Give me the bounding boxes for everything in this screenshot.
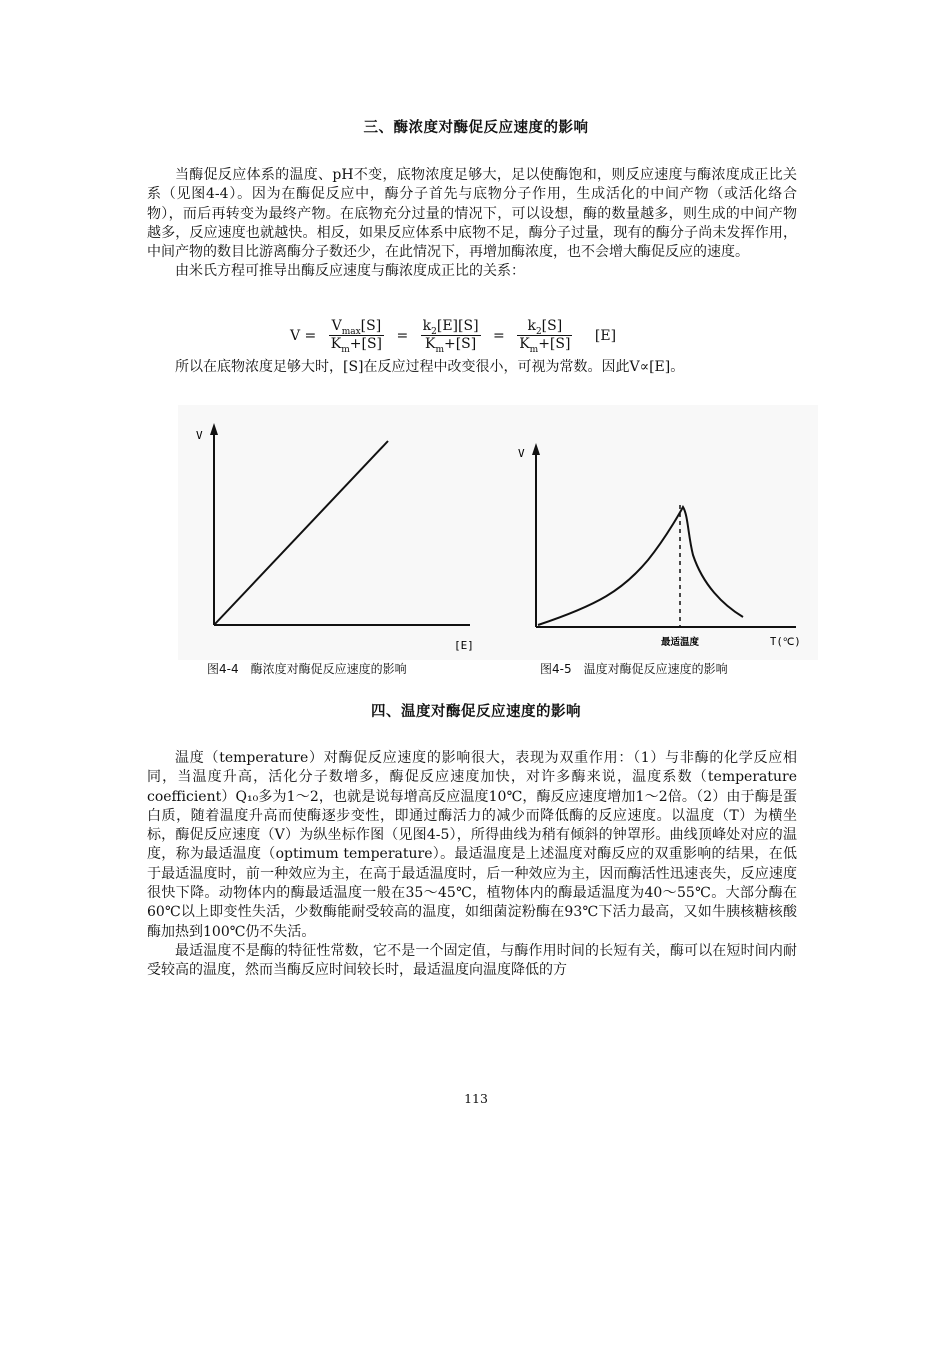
- fig44-ylabel: V: [196, 429, 203, 442]
- section3-paragraph-3: 所以在底物浓度足够大时，[S]在反应过程中改变很小，可视为常数。因此V∝[E]。: [175, 359, 685, 375]
- section4-paragraph-1: 温度（temperature）对酶促反应速度的影响很大，表现为双重作用：（1）与非酶的化学反应相同，当温度升高，活化分子数增多，酶促反应速度加快，对许多酶来说，温度系数（temperature coefficient）Q₁₀多为1～2，也就是说每增高反应温度10℃，酶反应速度增加1～2倍。（2）由于酶是蛋白质，随着温度升高而使酶逐步变性，即通过酶活力的减少而降低酶的反应速度。以温度（T）为横坐标，酶促反应速度（V）为纵坐标作图（见图4-5），所得曲线为稍有倾斜的钟罩形。曲线顶峰处对应的温度，称为最适温度（optimum temperature）。最适温度是上述温度对酶反应的双重影响的结果，在低于最适温度时，前一种效应为主，在高于最适温度时，后一种效应为主，因而酶活性迅速丧失，反应速度很快下降。动物体内的酶最适温度一般在35～45℃，植物体内的酶最适温度为40～55℃。大部分酶在60℃以上即变性失活，少数酶能耐受较高的温度，如细菌淀粉酶在93℃下活力最高，又如牛胰核糖核酸酶加热到100℃仍不失活。: [147, 750, 797, 940]
- page-number: 113: [464, 1091, 488, 1106]
- section4-title: 四、温度对酶促反应速度的影响: [371, 704, 581, 720]
- section3-paragraph-2: 由米氏方程可推导出酶反应速度与酶浓度成正比的关系：: [175, 263, 525, 280]
- fig45-optimum-label: 最适温度: [661, 637, 700, 648]
- section3-title: 三、酶浓度对酶促反应速度的影响: [363, 120, 589, 136]
- formula-equals-1: =: [396, 327, 409, 344]
- formula-fraction-3: $\frac{k_2[S]}{K_m+[S]}$: [519, 318, 571, 355]
- section3-conclusion: [147, 358, 797, 377]
- section4-body: [147, 749, 797, 981]
- figure-background: [178, 405, 818, 660]
- section3-body: [147, 166, 797, 282]
- fig45-xlabel: T(℃): [770, 636, 801, 648]
- formula-fraction-1: $\frac{V_{max}[S]}{K_m+[S]}$: [330, 318, 383, 355]
- fig44-xlabel: [E]: [454, 639, 474, 652]
- formula-lhs: V =: [290, 327, 317, 344]
- fig45-caption: 图4-5 温度对酶促反应速度的影响: [540, 662, 728, 676]
- fig45-ylabel: V: [518, 447, 525, 460]
- section4-paragraph-2: 最适温度不是酶的特征性常数，它不是一个固定值，与酶作用时间的长短有关，酶可以在短时间内耐受较高的温度，然而当酶反应时间较长时，最适温度向温度降低的方: [147, 942, 797, 979]
- michaelis-formula: [147, 318, 934, 353]
- formula-tail: [E]: [594, 327, 617, 344]
- formula-equals-2: =: [493, 327, 505, 344]
- figures-panel: [178, 405, 818, 660]
- section3-paragraph-1: 当酶促反应体系的温度、pH不变，底物浓度足够大，足以使酶饱和，则反应速度与酶浓度成正比关系（见图4-4）。因为在酶促反应中，酶分子首先与底物分子作用，生成活化的中间产物（或活化络合物），而后再转变为最终产物。在底物充分过量的情况下，可以设想，酶的数量越多，则生成的中间产物越多，反应速度也就越快。相反，如果反应体系中底物不足，酶分子过量，现有的酶分子尚未发挥作用，中间产物的数目比游离酶分子数还少，在此情况下，再增加酶浓度，也不会增大酶促反应的速度。: [147, 167, 797, 261]
- formula-fraction-2: $\frac{k_2[E][S]}{K_m+[S]}$: [422, 318, 479, 355]
- fig44-caption: 图4-4 酶浓度对酶促反应速度的影响: [207, 662, 407, 676]
